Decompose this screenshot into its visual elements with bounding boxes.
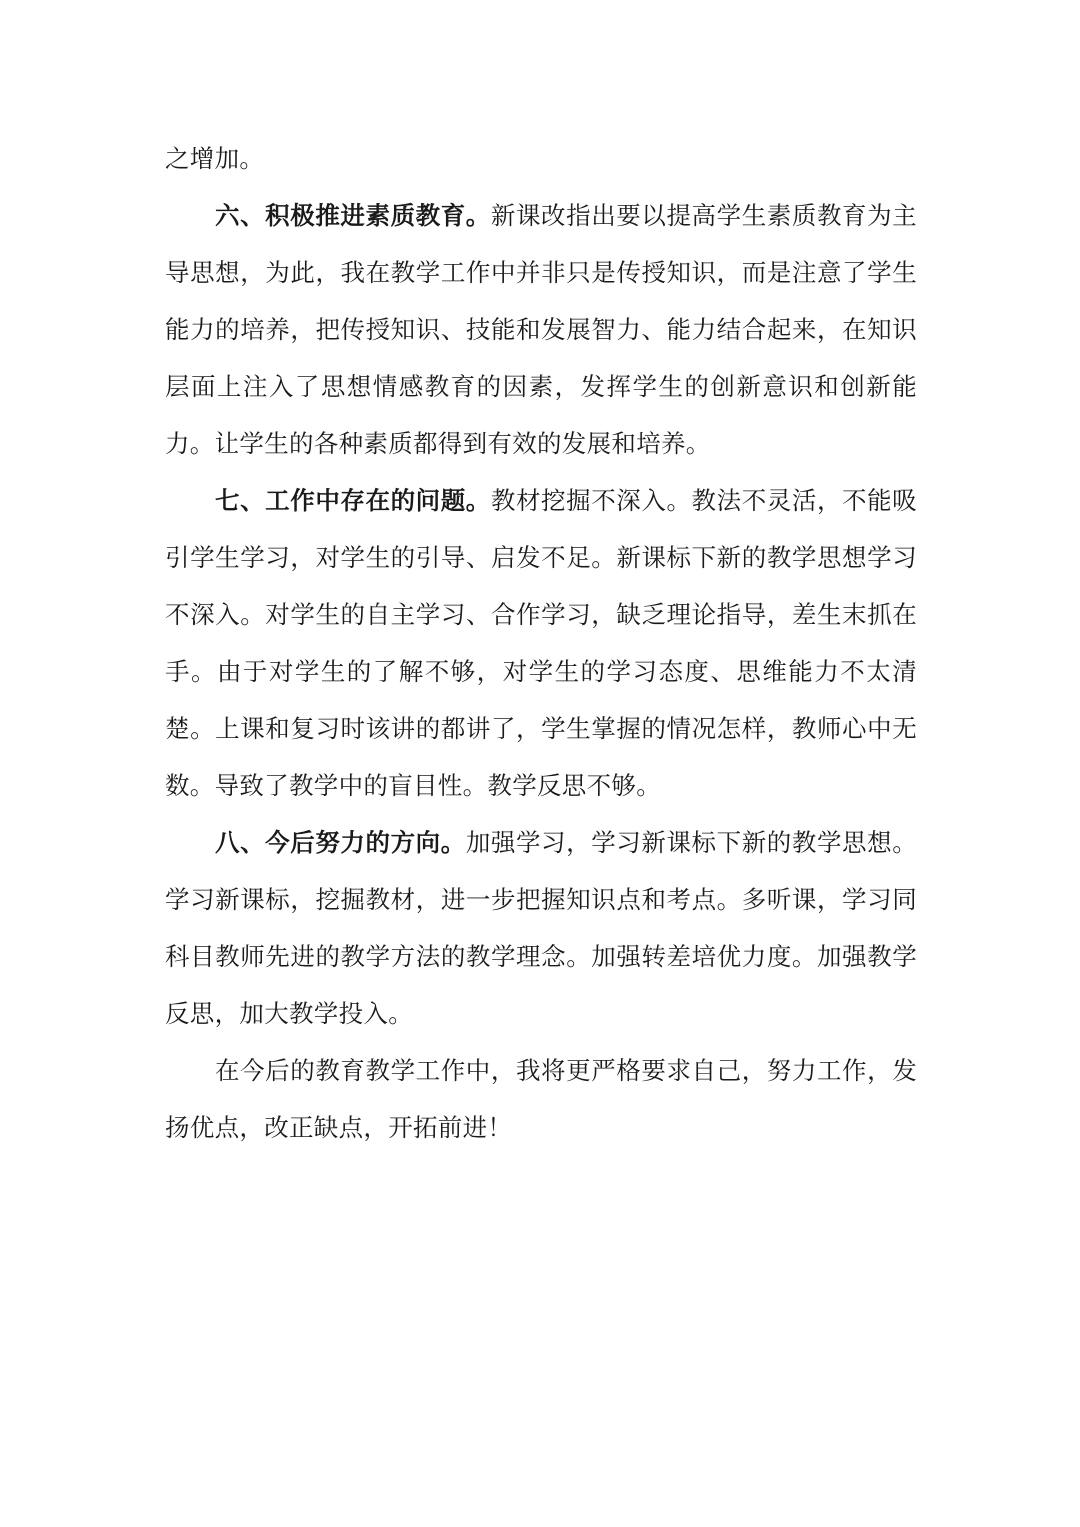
paragraph-text: 在今后的教育教学工作中，我将更严格要求自己，努力工作，发扬优点，改正缺点，开拓前进！ [165,1056,917,1142]
paragraph-section-eight [165,814,917,1042]
section-heading: 六、积极推进素质教育。 [215,201,491,230]
paragraph-text: 之增加。 [165,144,265,173]
paragraph-section-seven [165,472,917,814]
paragraph-text: 加强学习，学习新课标下新的教学思想。学习新课标，挖掘教材，进一步把握知识点和考点。多听课，学习同科目教师先进的教学方法的教学理念。加强转差培优力度。加强教学反思，加大教学投入。 [165,828,917,1028]
document-body [165,130,917,1156]
paragraph-closing [165,1042,917,1156]
section-heading: 八、今后努力的方向。 [215,828,466,857]
paragraph-text: 教材挖掘不深入。教法不灵活，不能吸引学生学习，对学生的引导、启发不足。新课标下新的教学思想学习不深入。对学生的自主学习、合作学习，缺乏理论指导，差生末抓在手。由于对学生的了解不够，对学生的学习态度、思维能力不太清楚。上课和复习时该讲的都讲了，学生掌握的情况怎样，教师心中无数。导致了教学中的盲目性。教学反思不够。 [165,486,917,800]
paragraph-section-six [165,187,917,472]
paragraph-continuation [165,130,917,187]
section-heading: 七、工作中存在的问题。 [215,486,491,515]
paragraph-text: 新课改指出要以提高学生素质教育为主导思想，为此，我在教学工作中并非只是传授知识，而是注意了学生能力的培养，把传授知识、技能和发展智力、能力结合起来，在知识层面上注入了思想情感教育的因素，发挥学生的创新意识和创新能力。让学生的各种素质都得到有效的发展和培养。 [165,201,917,458]
